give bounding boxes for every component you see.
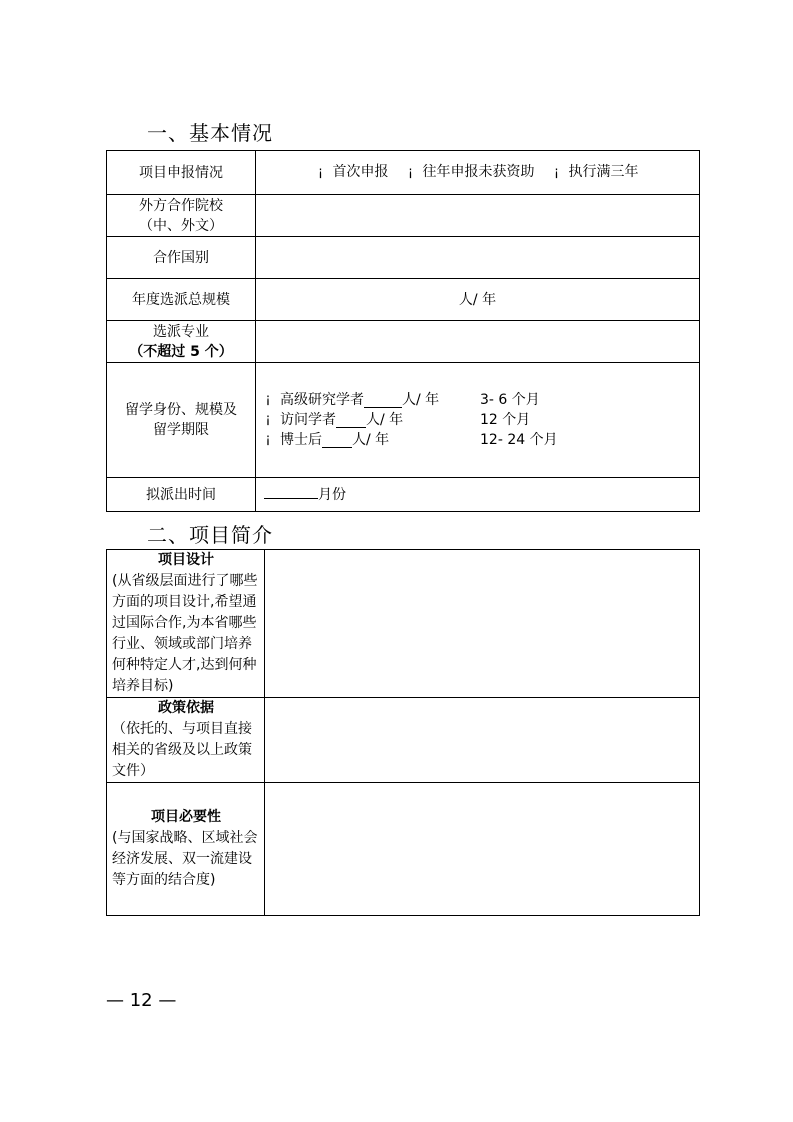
table-row-project-necessity [107,783,700,916]
table-row-majors [107,321,700,363]
blank-line[interactable] [336,413,366,428]
option-label: 往年申报未获资助 [422,164,535,180]
label-project-necessity [107,783,265,916]
label-application-status: 项目申报情况 [107,151,256,195]
section-heading-basic-info: 一、基本情况 [147,121,273,145]
label-majors [107,321,256,363]
row-description: （依托的、与项目直接相关的省级及以上政策文件） [112,721,252,779]
study-identity-field [256,363,700,478]
option-first-application[interactable] [317,162,389,183]
row-title: 政策依据 [158,700,214,716]
row-title: 项目设计 [158,552,214,568]
blank-line[interactable] [322,433,352,448]
checkbox-icon[interactable]: ¡ [265,392,271,407]
label-policy-basis [107,698,265,783]
project-necessity-field[interactable] [265,783,700,916]
project-design-field[interactable] [265,550,700,698]
annual-scale-field[interactable]: 人/ 年 [256,279,700,321]
table-row-annual-scale [107,279,700,321]
label-annual-scale: 年度选派总规模 [107,279,256,321]
label-line: 留学期限 [153,422,209,438]
row-title: 项目必要性 [151,809,221,825]
table-row-partner-institution [107,195,700,237]
identity-unit: 人/ 年 [352,432,390,448]
identity-unit: 人/ 年 [402,392,440,408]
departure-time-field [256,478,700,512]
checkbox-icon[interactable]: ¡ [265,432,271,447]
identity-item-visiting-scholar [264,410,699,430]
label-project-design [107,550,265,698]
application-status-options [256,151,700,195]
option-label: 首次申报 [332,164,389,180]
partner-country-field[interactable] [256,237,700,279]
section-heading-project-intro: 二、项目简介 [147,523,273,547]
identity-title: 高级研究学者 [280,392,364,408]
identity-title: 博士后 [280,432,322,448]
page-number: — 12 — [106,990,177,1011]
table-row-departure-time [107,478,700,512]
identity-unit: 人/ 年 [366,412,404,428]
identity-duration: 12 个月 [480,412,531,428]
blank-line[interactable] [364,393,402,408]
policy-basis-field[interactable] [265,698,700,783]
partner-institution-field[interactable] [256,195,700,237]
identity-title: 访问学者 [280,412,336,428]
label-study-identity [107,363,256,478]
identity-item-postdoc [264,430,699,450]
identity-item-senior-scholar [264,390,699,410]
option-three-years-executed[interactable] [553,162,639,183]
blank-line[interactable] [264,484,318,499]
label-line: 留学身份、规模及 [125,402,237,418]
label-partner-institution [107,195,256,237]
identity-duration: 3- 6 个月 [480,392,540,408]
basic-info-table [106,150,700,512]
checkbox-icon[interactable]: ¡ [407,165,414,180]
option-label: 执行满三年 [568,164,639,180]
table-row-project-design [107,550,700,698]
checkbox-icon[interactable]: ¡ [265,412,271,427]
label-line: 外方合作院校 [139,197,223,214]
table-row-policy-basis [107,698,700,783]
row-description: (从省级层面进行了哪些方面的项目设计,希望通过国际合作,为本省哪些行业、领域或部门培养何种特定人才,达到何种培养目标) [112,573,258,694]
table-row-application-status [107,151,700,195]
label-partner-country: 合作国别 [107,237,256,279]
option-previously-unfunded[interactable] [407,162,535,183]
identity-duration: 12- 24 个月 [480,432,558,448]
label-line-note: （不超过 5 个） [129,343,233,360]
table-row-partner-country [107,237,700,279]
label-departure-time: 拟派出时间 [107,478,256,512]
label-line: （中、外文） [139,217,223,234]
project-intro-table [106,549,700,916]
checkbox-icon[interactable]: ¡ [553,165,560,180]
majors-field[interactable] [256,321,700,363]
label-line: 选派专业 [153,323,209,340]
row-description: (与国家战略、区域社会经济发展、双一流建设等方面的结合度) [112,830,258,888]
table-row-study-identity [107,363,700,478]
checkbox-icon[interactable]: ¡ [317,165,324,180]
departure-unit: 月份 [318,487,346,503]
